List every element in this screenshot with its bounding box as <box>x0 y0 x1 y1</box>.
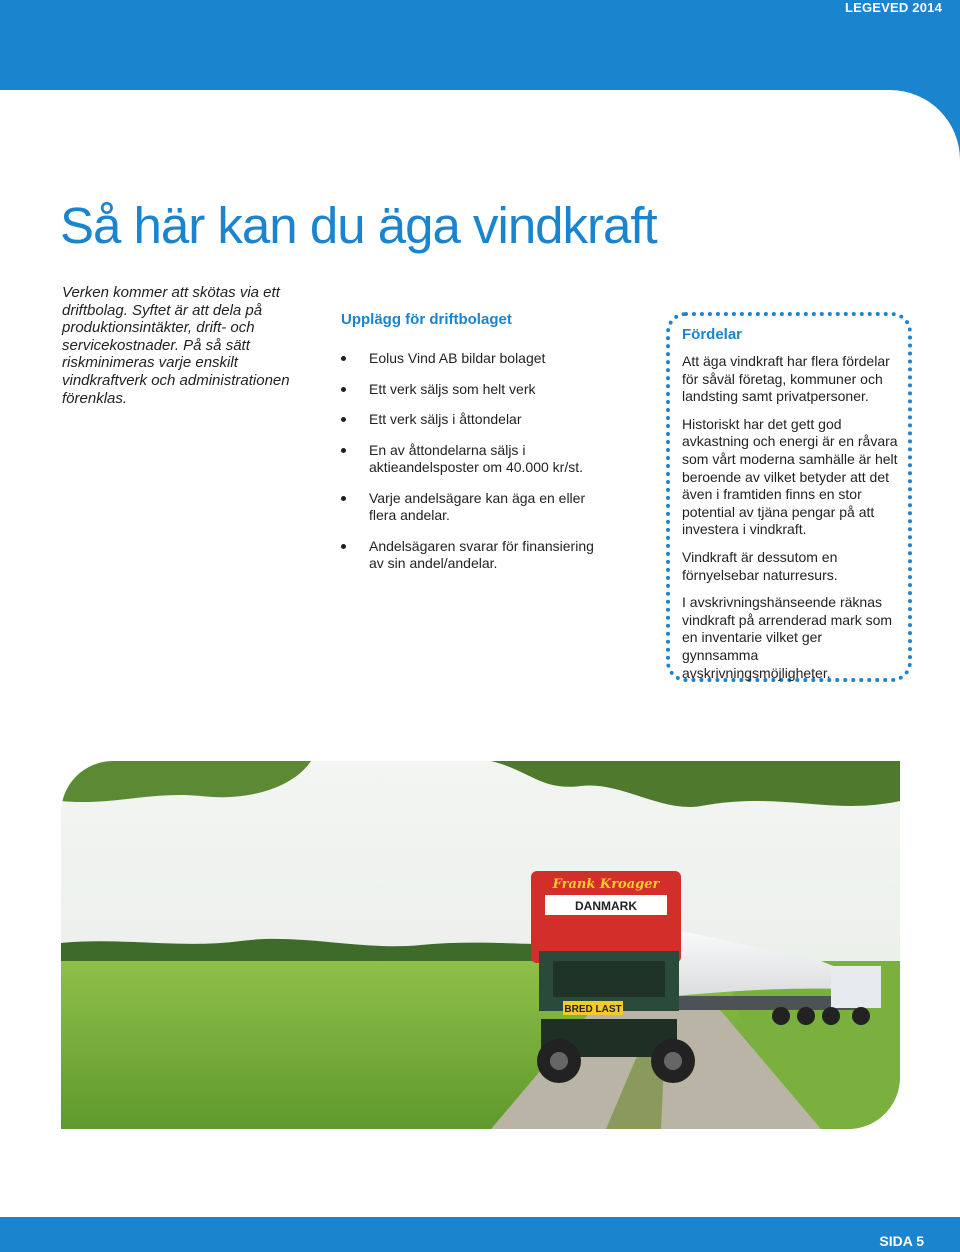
page-number: SIDA 5 <box>879 1233 924 1249</box>
bullet-icon <box>341 387 346 392</box>
list-item <box>341 350 601 368</box>
truck-banner-text: DANMARK <box>575 899 637 913</box>
fordelar-paragraph: Att äga vindkraft har flera fördelar för såväl företag, kommuner och landsting samt privatpersoner. <box>682 353 890 405</box>
fordelar-paragraph: I avskrivningshänseende räknas vindkraft på arrenderad mark som en inventarie vilket ger gynnsamma avskrivningsmöjligheter. <box>682 594 893 681</box>
list-item-text: Ett verk säljs som helt verk <box>369 380 536 397</box>
fordelar-paragraph: Vindkraft är dessutom en förnyelsebar naturresurs. <box>682 548 838 583</box>
list-item <box>341 411 601 429</box>
fordelar-heading: Fördelar <box>682 326 743 343</box>
header-label: LEGEVED 2014 <box>844 0 942 15</box>
bottom-color-band <box>0 1217 960 1252</box>
bullet-icon <box>341 356 346 361</box>
truck-photo <box>61 761 900 1129</box>
list-item <box>341 538 601 573</box>
truck-sign-text: Frank Kroager <box>552 877 660 892</box>
fordelar-paragraph: Historiskt har det gett god avkastning och energi är en råvara som vårt moderna samhälle är helt beroende av vilket betyder att det även i framtiden finns en stor potential av tjäna pengar på att investera i vindkraft. <box>682 415 898 538</box>
list-item-text: Varje andelsägare kan äga en eller flera andelar. <box>369 489 586 523</box>
list-item-text: Andelsägaren svarar för finansiering av sin andel/andelar. <box>369 537 594 571</box>
upplagg-list <box>341 350 601 573</box>
upplagg-section <box>341 311 601 586</box>
photo-illustration <box>61 761 900 1129</box>
fordelar-box <box>666 312 912 682</box>
truck-plate-text: BRED LAST <box>564 1004 622 1015</box>
bullet-icon <box>341 544 346 549</box>
upplagg-heading: Upplägg för driftbolaget <box>341 311 512 328</box>
list-item-text: Eolus Vind AB bildar bolaget <box>369 350 546 366</box>
bullet-icon <box>341 417 346 422</box>
list-item <box>341 490 601 525</box>
list-item <box>341 442 601 477</box>
intro-text: Verken kommer att skötas via ett driftbolag. Syftet är att dela på produktionsintäkter, drift- och servicekostnader. På så sätt riskminimeras varje enskilt vindkraftverk och administrationen förenklas. <box>62 284 290 407</box>
bullet-icon <box>341 496 346 501</box>
bullet-icon <box>341 448 346 453</box>
list-item-text: En av åttondelarna säljs i aktieandelsposter om 40.000 kr/st. <box>369 441 584 475</box>
list-item-text: Ett verk säljs i åttondelar <box>369 411 522 427</box>
page-title: Så här kan du äga vindkraft <box>60 197 657 254</box>
list-item <box>341 381 601 399</box>
